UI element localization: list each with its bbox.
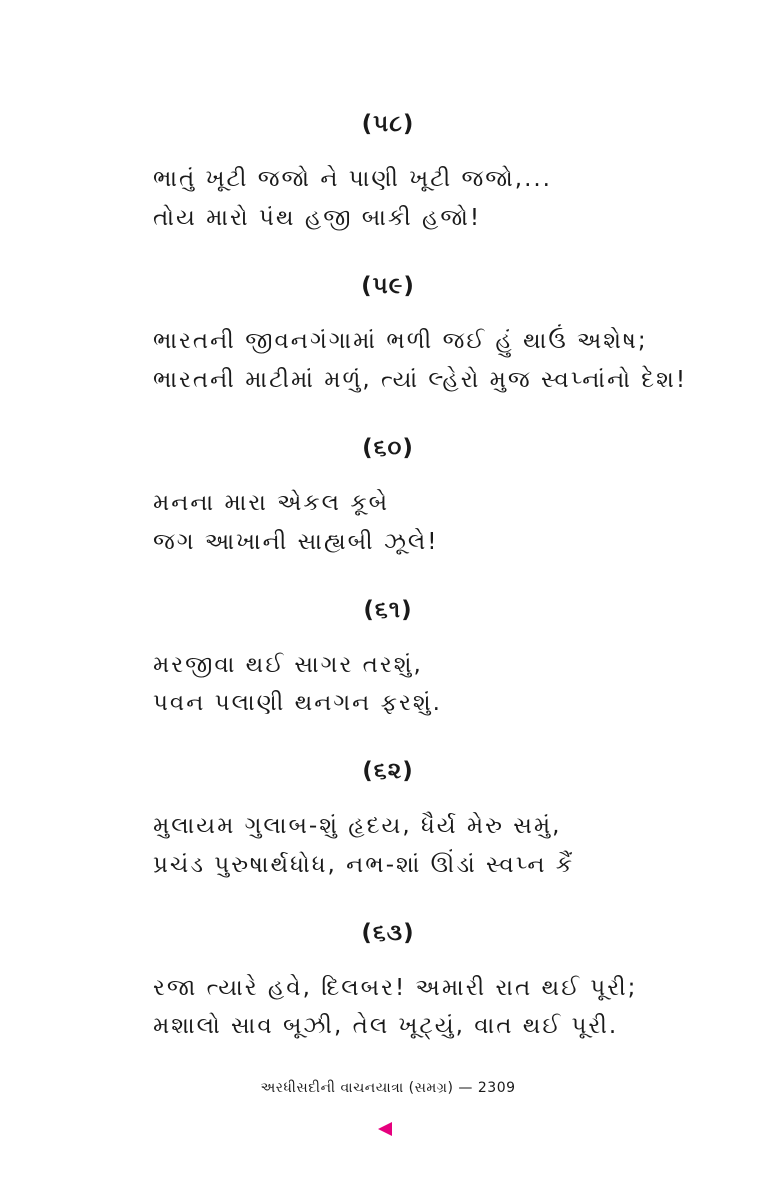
verse-line: પ્રચંડ પુરુષાર્થધોધ, નભ-શાં ઊંડાં સ્વપ્ન કૈં (153, 852, 575, 878)
verse-line: મશાલો સાવ બૂઝી, તેલ ખૂટ્યું, વાત થઈ પૂરી. (153, 1013, 619, 1039)
verse-line: ભારતની માટીમાં મળું, ત્યાં લ્હેરો મુજ સ્વપ્નાંનો દેશ! (153, 367, 688, 393)
verse-line: મરજીવા થઈ સાગર તરશું, (153, 652, 423, 678)
verse-line: પવન પલાણી થનગન ફરશું. (153, 690, 442, 716)
verse-line: મનના મારા એકલ કૂબે (153, 490, 390, 516)
verse-line: જગ આખાની સાહ્યબી ઝૂલે! (153, 529, 439, 555)
triangle-left-icon[interactable] (378, 1122, 392, 1136)
verse-number: (૬૧) (363, 597, 413, 623)
verse-line: તોય મારો પંથ હજી બાકી હજો! (153, 205, 482, 231)
verse-line: રજા ત્યારે હવે, દિલબર! અમારી રાત થઈ પૂરી; (153, 975, 638, 1001)
verse-line: ભારતની જીવનગંગામાં ભળી જઈ હું થાઉં અશેષ; (153, 328, 648, 354)
verse-line: ભાતું ખૂટી જજો ને પાણી ખૂટી જજો,... (153, 166, 552, 192)
verse-number: (૬૨) (362, 758, 414, 784)
verse-number: (૫૮) (361, 111, 415, 137)
verse-number: (૬૩) (361, 920, 415, 946)
page-footer: અરધીસદીની વાચનયાત્રા (સમગ્ર) — 2309 (260, 1080, 516, 1096)
verse-number: (૫૯) (361, 273, 415, 299)
verse-line: મુલાયમ ગુલાબ-શું હૃદય, ધૈર્ય મેરુ સમું, (153, 813, 562, 839)
verse-number: (૬૦) (362, 435, 414, 461)
